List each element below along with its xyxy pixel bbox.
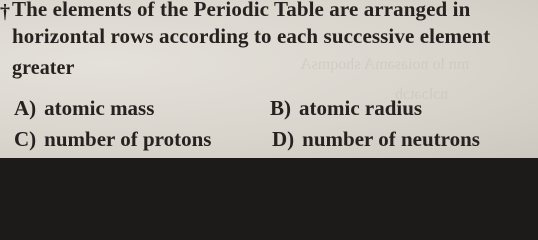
show-through-text: nɔlɔətɔb	[395, 86, 449, 103]
choice-letter: B)	[270, 96, 291, 120]
choice-c[interactable]	[14, 127, 211, 152]
choice-text: atomic mass	[44, 96, 155, 120]
choice-text: number of protons	[44, 127, 212, 151]
choice-letter: C)	[14, 127, 37, 151]
choice-b[interactable]	[270, 96, 422, 121]
show-through-text: mn lo noiasəmA shoqmsA	[300, 56, 470, 73]
question-line-2: horizontal rows according to each successive element	[12, 24, 491, 48]
question-line-3: greater	[12, 57, 75, 79]
question-bullet: †	[0, 1, 10, 23]
choice-text: number of neutrons	[302, 127, 480, 151]
choice-letter: D)	[272, 127, 295, 151]
choice-d[interactable]	[272, 127, 480, 152]
choice-text: atomic radius	[299, 96, 423, 120]
question-line-1: The elements of the Periodic Table are arranged in	[12, 0, 471, 21]
choice-a[interactable]	[14, 96, 154, 121]
choice-letter: A)	[14, 96, 37, 120]
